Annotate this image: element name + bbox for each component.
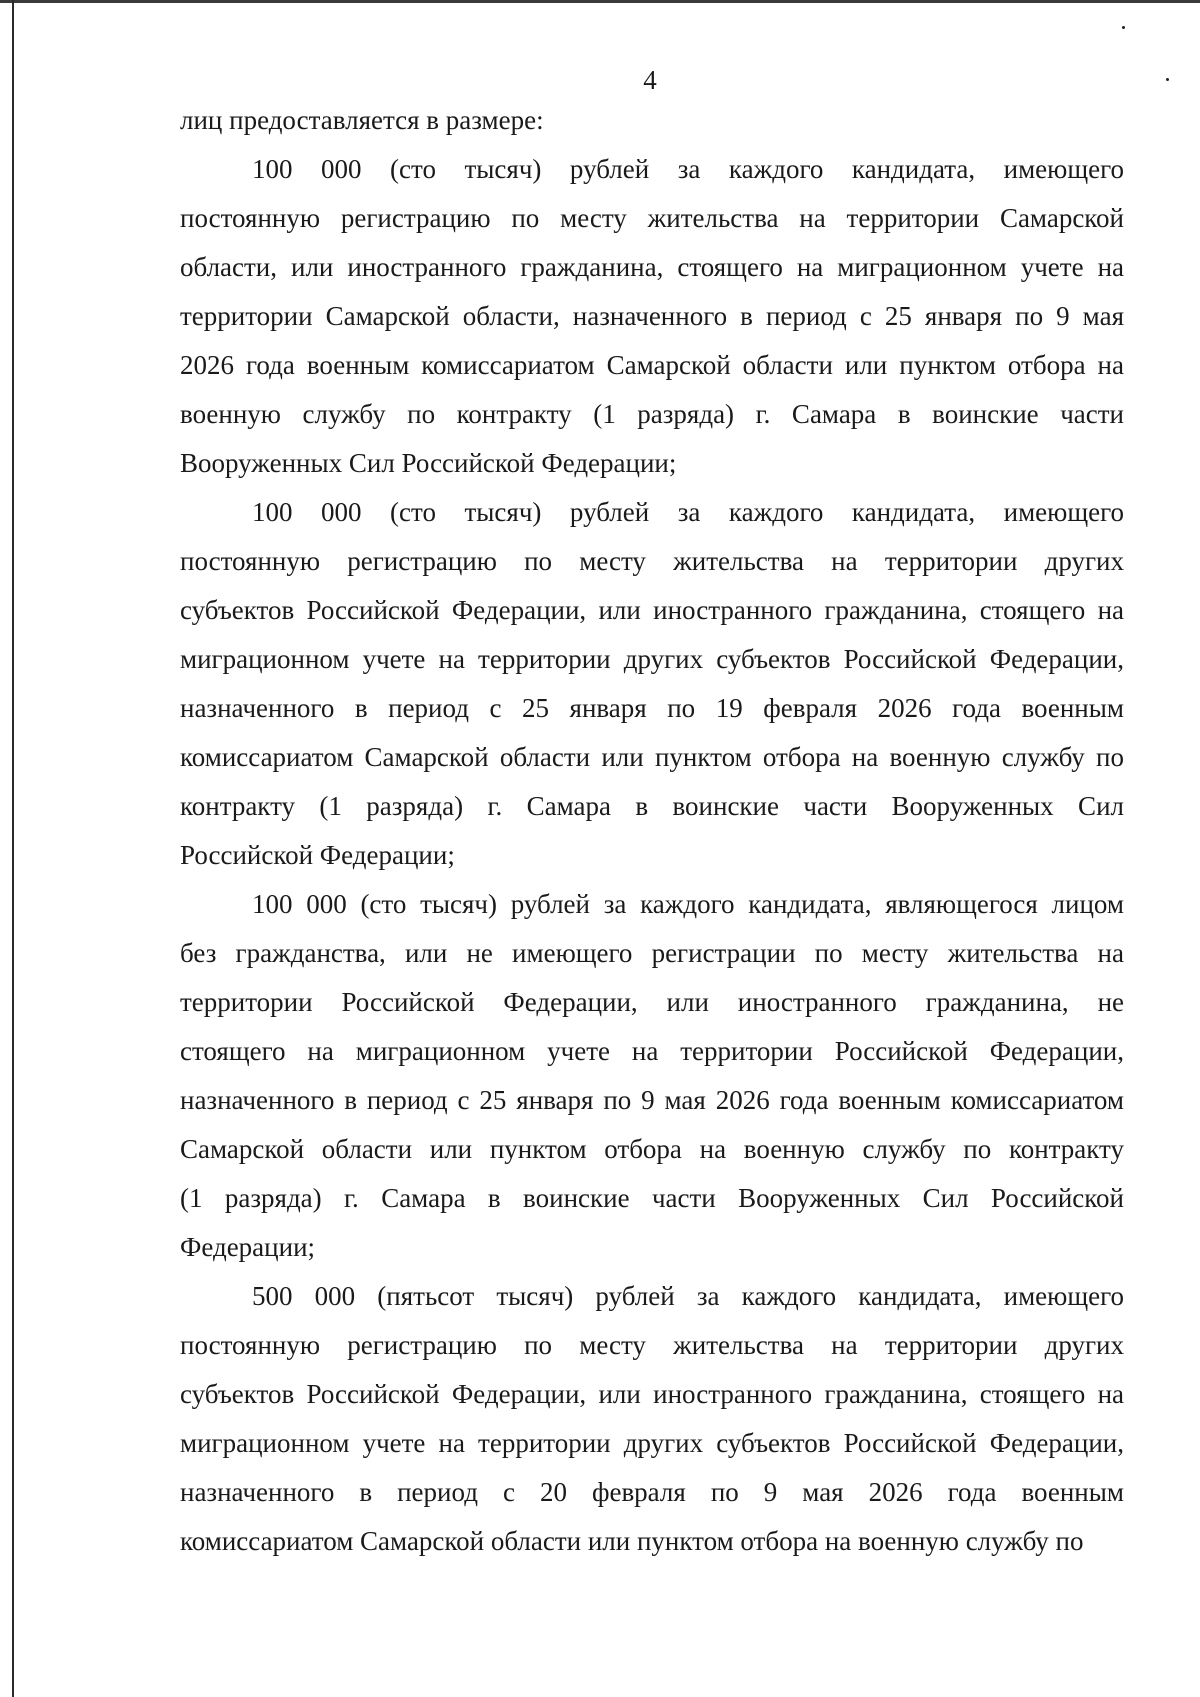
text-line: назначенного в период с 25 января по 19 февраля 2026 года военным — [180, 693, 1124, 723]
paragraph — [180, 145, 1124, 488]
paragraph — [180, 880, 1124, 1272]
paragraph — [180, 488, 1124, 880]
text-line: комиссариатом Самарской области или пунктом отбора на военную службу по — [180, 1526, 1084, 1556]
text-line: Вооруженных Сил Российской Федерации; — [180, 448, 677, 478]
scan-left-edge — [12, 0, 14, 1697]
text-line: территории Самарской области, назначенного в период с 25 января по 9 мая — [180, 301, 1124, 331]
text-line: назначенного в период с 20 февраля по 9 мая 2026 года военным — [180, 1477, 1124, 1507]
text-line: 100 000 (сто тысяч) рублей за каждого кандидата, являющегося лицом — [252, 889, 1124, 919]
text-line: 500 000 (пятьсот тысяч) рублей за каждого кандидата, имеющего — [252, 1281, 1124, 1311]
text-line: лиц предоставляется в размере: — [180, 105, 544, 135]
page-number: 4 — [643, 65, 657, 95]
text-line: контракту (1 разряда) г. Самара в воинские части Вооруженных Сил — [180, 791, 1124, 821]
text-line: военную службу по контракту (1 разряда) г. Самара в воинские части — [180, 399, 1124, 429]
text-line: назначенного в период с 25 января по 9 мая 2026 года военным комиссариатом — [180, 1085, 1124, 1115]
text-line: миграционном учете на территории других субъектов Российской Федерации, — [180, 644, 1124, 674]
text-line: постоянную регистрацию по месту жительства на территории других — [180, 1330, 1124, 1360]
text-line: комиссариатом Самарской области или пунктом отбора на военную службу по — [180, 742, 1124, 772]
text-line: стоящего на миграционном учете на территории Российской Федерации, — [180, 1036, 1124, 1066]
text-line: постоянную регистрацию по месту жительства на территории Самарской — [180, 203, 1124, 233]
text-line: субъектов Российской Федерации, или иностранного гражданина, стоящего на — [180, 595, 1124, 625]
scan-speck — [1122, 26, 1125, 29]
text-line: 100 000 (сто тысяч) рублей за каждого кандидата, имеющего — [252, 497, 1124, 527]
scan-top-edge — [0, 0, 1200, 3]
text-line: 100 000 (сто тысяч) рублей за каждого кандидата, имеющего — [252, 154, 1124, 184]
paragraph — [180, 96, 1124, 145]
text-line: территории Российской Федерации, или иностранного гражданина, не — [180, 987, 1124, 1017]
text-line: 2026 года военным комиссариатом Самарской области или пунктом отбора на — [180, 350, 1124, 380]
paragraph — [180, 1272, 1124, 1566]
text-line: Российской Федерации; — [180, 840, 455, 870]
text-line: постоянную регистрацию по месту жительства на территории других — [180, 546, 1124, 576]
text-line: миграционном учете на территории других субъектов Российской Федерации, — [180, 1428, 1124, 1458]
text-line: (1 разряда) г. Самара в воинские части Вооруженных Сил Российской — [180, 1183, 1124, 1213]
text-line: области, или иностранного гражданина, стоящего на миграционном учете на — [180, 252, 1124, 282]
text-line: субъектов Российской Федерации, или иностранного гражданина, стоящего на — [180, 1379, 1124, 1409]
document-body — [180, 96, 1124, 1566]
text-line: Федерации; — [180, 1232, 316, 1262]
text-line: без гражданства, или не имеющего регистрации по месту жительства на — [180, 938, 1124, 968]
text-line: Самарской области или пунктом отбора на военную службу по контракту — [180, 1134, 1124, 1164]
